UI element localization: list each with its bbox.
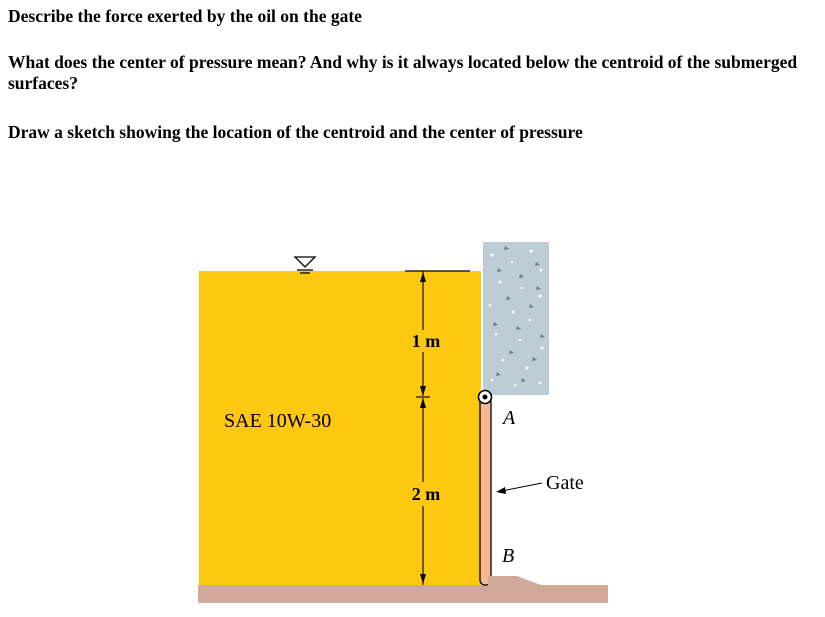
question-center-of-pressure: What does the center of pressure mean? And why is it always located below the centroid of the submerged surfaces? xyxy=(8,52,798,93)
free-surface-symbol-icon xyxy=(295,257,315,273)
fluid-label: SAE 10W-30 xyxy=(224,410,332,432)
question-sketch-centroid: Draw a sketch showing the location of the centroid and the center of pressure xyxy=(8,122,583,142)
gate-plate xyxy=(480,397,491,585)
point-b-label: B xyxy=(502,545,515,567)
gate-leader-line xyxy=(502,483,542,491)
hinge-pin xyxy=(483,395,488,400)
dim-label-lower: 2 m xyxy=(411,484,441,504)
point-a-label: A xyxy=(503,407,516,429)
gate-leader-arrow xyxy=(496,487,506,494)
question-force-on-gate: Describe the force exerted by the oil on the gate xyxy=(8,6,362,26)
gate-label: Gate xyxy=(546,472,584,494)
floor xyxy=(198,585,608,603)
gate-stop xyxy=(488,576,541,585)
dim-label-upper: 1 m xyxy=(411,331,441,351)
